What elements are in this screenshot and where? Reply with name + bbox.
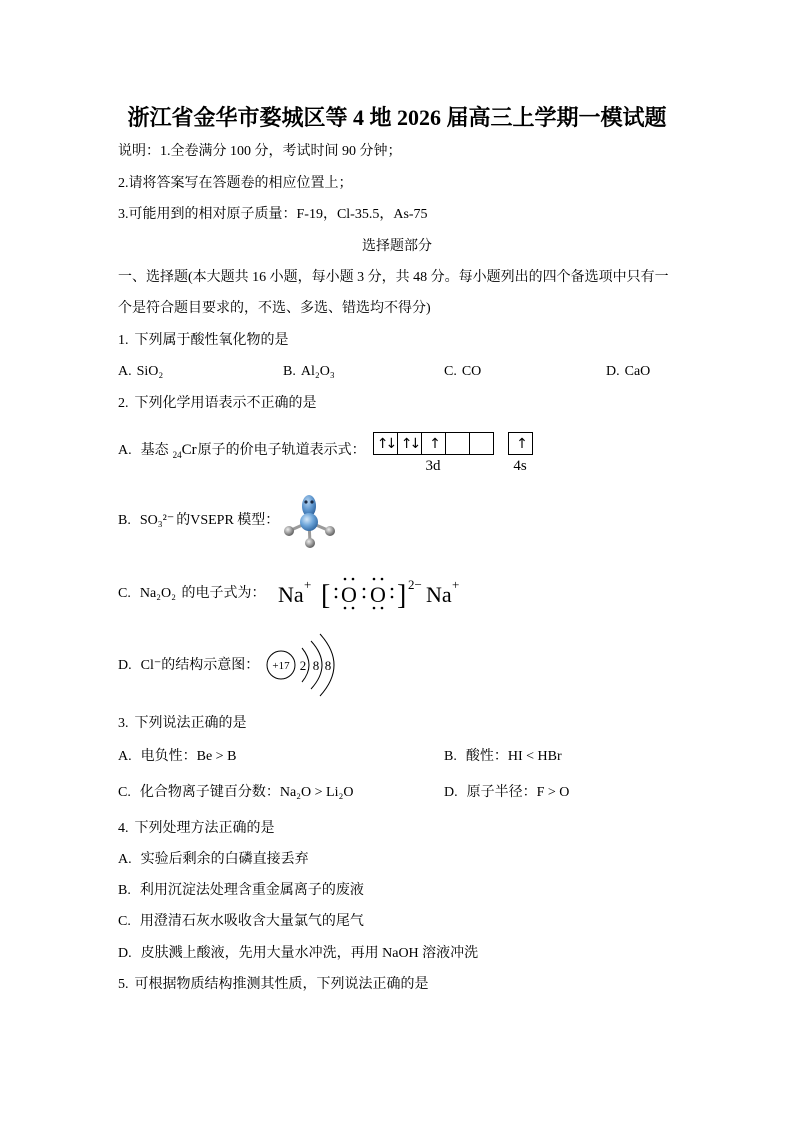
orbital-boxes-4s [508, 432, 532, 455]
part-heading-line-2: 个是符合题目要求的，不选、多选、错选均不得分) [118, 301, 431, 316]
electron-dot [335, 588, 338, 591]
q1-option-b [283, 363, 335, 381]
option-expression: Na₂O > Li₂O [279, 785, 354, 800]
option-prefix: 原子半径： [466, 785, 537, 800]
option-text: 皮肤溅上酸液，先用大量水冲洗，再用 NaOH 溶液冲洗 [140, 946, 479, 961]
shell-electron-count: 2 [299, 658, 307, 673]
q3-option-b [444, 748, 562, 766]
ligand-atom-sphere [305, 538, 315, 548]
q2-option-a [118, 441, 366, 460]
option-suffix: 的VSEPR 模型： [176, 513, 280, 528]
cation-symbol-left: Na [278, 582, 304, 607]
element-symbol: Cr [181, 442, 197, 458]
q2-option-c [118, 585, 266, 603]
q4-option-a [118, 851, 309, 869]
option-text: 用澄清石灰水吸收含大量氯气的尾气 [139, 914, 364, 929]
q1-option-c [444, 363, 481, 381]
electron-dot [381, 578, 384, 581]
q2-option-d [118, 657, 259, 675]
electron-formula-na2o2 [270, 568, 470, 616]
orbital-box [469, 432, 494, 455]
electron-dot [391, 588, 394, 591]
anion-charge: 2− [408, 577, 422, 592]
chemical-formula: Cl⁻ [140, 658, 162, 673]
option-expression: HI < HBr [507, 749, 562, 764]
option-label: A. [118, 852, 132, 867]
vsepr-model-image [280, 494, 340, 550]
question-5-stem [118, 976, 429, 994]
option-label: B. [283, 364, 296, 379]
q2-option-b [118, 512, 279, 530]
option-label: C. [118, 914, 131, 929]
option-text: CaO [624, 364, 651, 379]
orbital-label-4s: 4s [513, 458, 527, 474]
q3-option-a [118, 748, 236, 766]
option-text: Al₂O₃ [300, 364, 335, 379]
question-text: 下列说法正确的是 [134, 716, 247, 731]
option-label: C. [118, 586, 131, 601]
ligand-atom-sphere [325, 526, 335, 536]
question-number: 3. [118, 716, 129, 731]
option-text: SiO₂ [136, 364, 164, 379]
option-label: D. [118, 946, 132, 961]
q3-option-c [118, 784, 354, 802]
electron-dot [344, 607, 347, 610]
orbital-box: ↑↓ [397, 432, 422, 455]
option-prefix: 电负性： [140, 749, 197, 764]
option-text: CO [461, 364, 482, 379]
q3-option-d [444, 784, 569, 802]
atomic-number: 24 [172, 450, 182, 460]
instruction-line-1: 说明：1.全卷满分 100 分，考试时间 90 分钟； [118, 144, 402, 159]
option-label: D. [118, 658, 132, 673]
bracket-open: [ [321, 580, 331, 611]
instruction-line-2: 2.请将答案写在答题卷的相应位置上； [118, 176, 353, 191]
orbital-box: ↑↓ [373, 432, 398, 455]
option-label: B. [444, 749, 457, 764]
electron-dot [363, 596, 366, 599]
cation-charge-left: + [304, 577, 312, 592]
option-prefix: 酸性： [465, 749, 508, 764]
chemical-formula: SO₃²⁻ [139, 513, 175, 528]
question-text: 下列处理方法正确的是 [134, 821, 275, 836]
oxygen-atom-1: O [341, 582, 357, 607]
orbital-boxes-3d [373, 432, 493, 455]
cation-charge-right: + [452, 577, 460, 592]
question-2-stem [118, 395, 317, 413]
electron-dot [335, 596, 338, 599]
q4-option-b [118, 882, 364, 900]
orbital-box: ↑ [421, 432, 446, 455]
option-label: B. [118, 513, 131, 528]
question-number: 2. [118, 396, 129, 411]
chemical-formula: Na₂O₂ [139, 586, 177, 601]
question-number: 4. [118, 821, 129, 836]
electron-dot [373, 607, 376, 610]
question-number: 5. [118, 977, 129, 992]
electron-dot [373, 578, 376, 581]
lone-pair-electron [310, 500, 313, 503]
question-text: 下列化学用语表示不正确的是 [134, 396, 317, 411]
electron-dot [391, 596, 394, 599]
option-suffix: 的电子式为： [181, 586, 266, 601]
option-suffix: 原子的价电子轨道表示式： [197, 443, 366, 458]
orbital-label-3d: 3d [425, 458, 441, 474]
ligand-atom-sphere [284, 526, 294, 536]
question-text: 可根据物质结构推测其性质，下列说法正确的是 [134, 977, 429, 992]
option-expression: F > O [536, 785, 570, 800]
electron-dot [352, 578, 355, 581]
q1-option-d [606, 363, 650, 381]
option-label: D. [444, 785, 458, 800]
option-text: 利用沉淀法处理含重金属离子的废液 [139, 883, 364, 898]
central-atom-sphere [300, 513, 318, 531]
instruction-line-3: 3.可能用到的相对原子质量：F-19，Cl-35.5，As-75 [118, 207, 428, 222]
shell-electron-count: 8 [312, 658, 320, 673]
part-heading-line-1: 一、选择题(本大题共 16 小题，每小题 3 分，共 48 分。每小题列出的四个备选项中只有一 [118, 270, 669, 285]
question-1-stem [118, 332, 289, 350]
option-label: C. [118, 785, 131, 800]
option-label: A. [118, 364, 132, 379]
nucleus-charge: +17 [272, 660, 290, 672]
cation-symbol-right: Na [426, 582, 452, 607]
q4-option-c [118, 913, 364, 931]
option-label: A. [118, 749, 132, 764]
q1-option-a [118, 363, 163, 381]
section-title: 选择题部分 [362, 239, 432, 254]
shell-electron-count: 8 [324, 658, 332, 673]
q4-option-d [118, 945, 478, 963]
option-suffix: 的结构示意图： [161, 658, 260, 673]
orbital-box: ↑ [508, 432, 533, 455]
bracket-close: ] [397, 580, 407, 611]
option-label: A. [118, 443, 132, 458]
option-label: B. [118, 883, 131, 898]
option-text: 实验后剩余的白磷直接丢弃 [140, 852, 309, 867]
option-expression: Be > B [196, 749, 237, 764]
exam-title: 浙江省金华市婺城区等 4 地 2026 届高三上学期一模试题 [127, 105, 667, 130]
lone-pair-electron [304, 500, 307, 503]
oxygen-atom-2: O [370, 582, 386, 607]
question-number: 1. [118, 333, 129, 348]
question-3-stem [118, 715, 247, 733]
electron-dot [363, 588, 366, 591]
electron-dot [344, 578, 347, 581]
cl-ion-structure-diagram [262, 630, 342, 702]
option-prefix: 化合物离子键百分数： [139, 785, 280, 800]
option-label: D. [606, 364, 620, 379]
question-4-stem [118, 820, 275, 838]
option-prefix: 基态 [140, 443, 169, 458]
orbital-box [445, 432, 470, 455]
question-text: 下列属于酸性氧化物的是 [134, 333, 289, 348]
option-label: C. [444, 364, 457, 379]
electron-dot [381, 607, 384, 610]
electron-dot [352, 607, 355, 610]
